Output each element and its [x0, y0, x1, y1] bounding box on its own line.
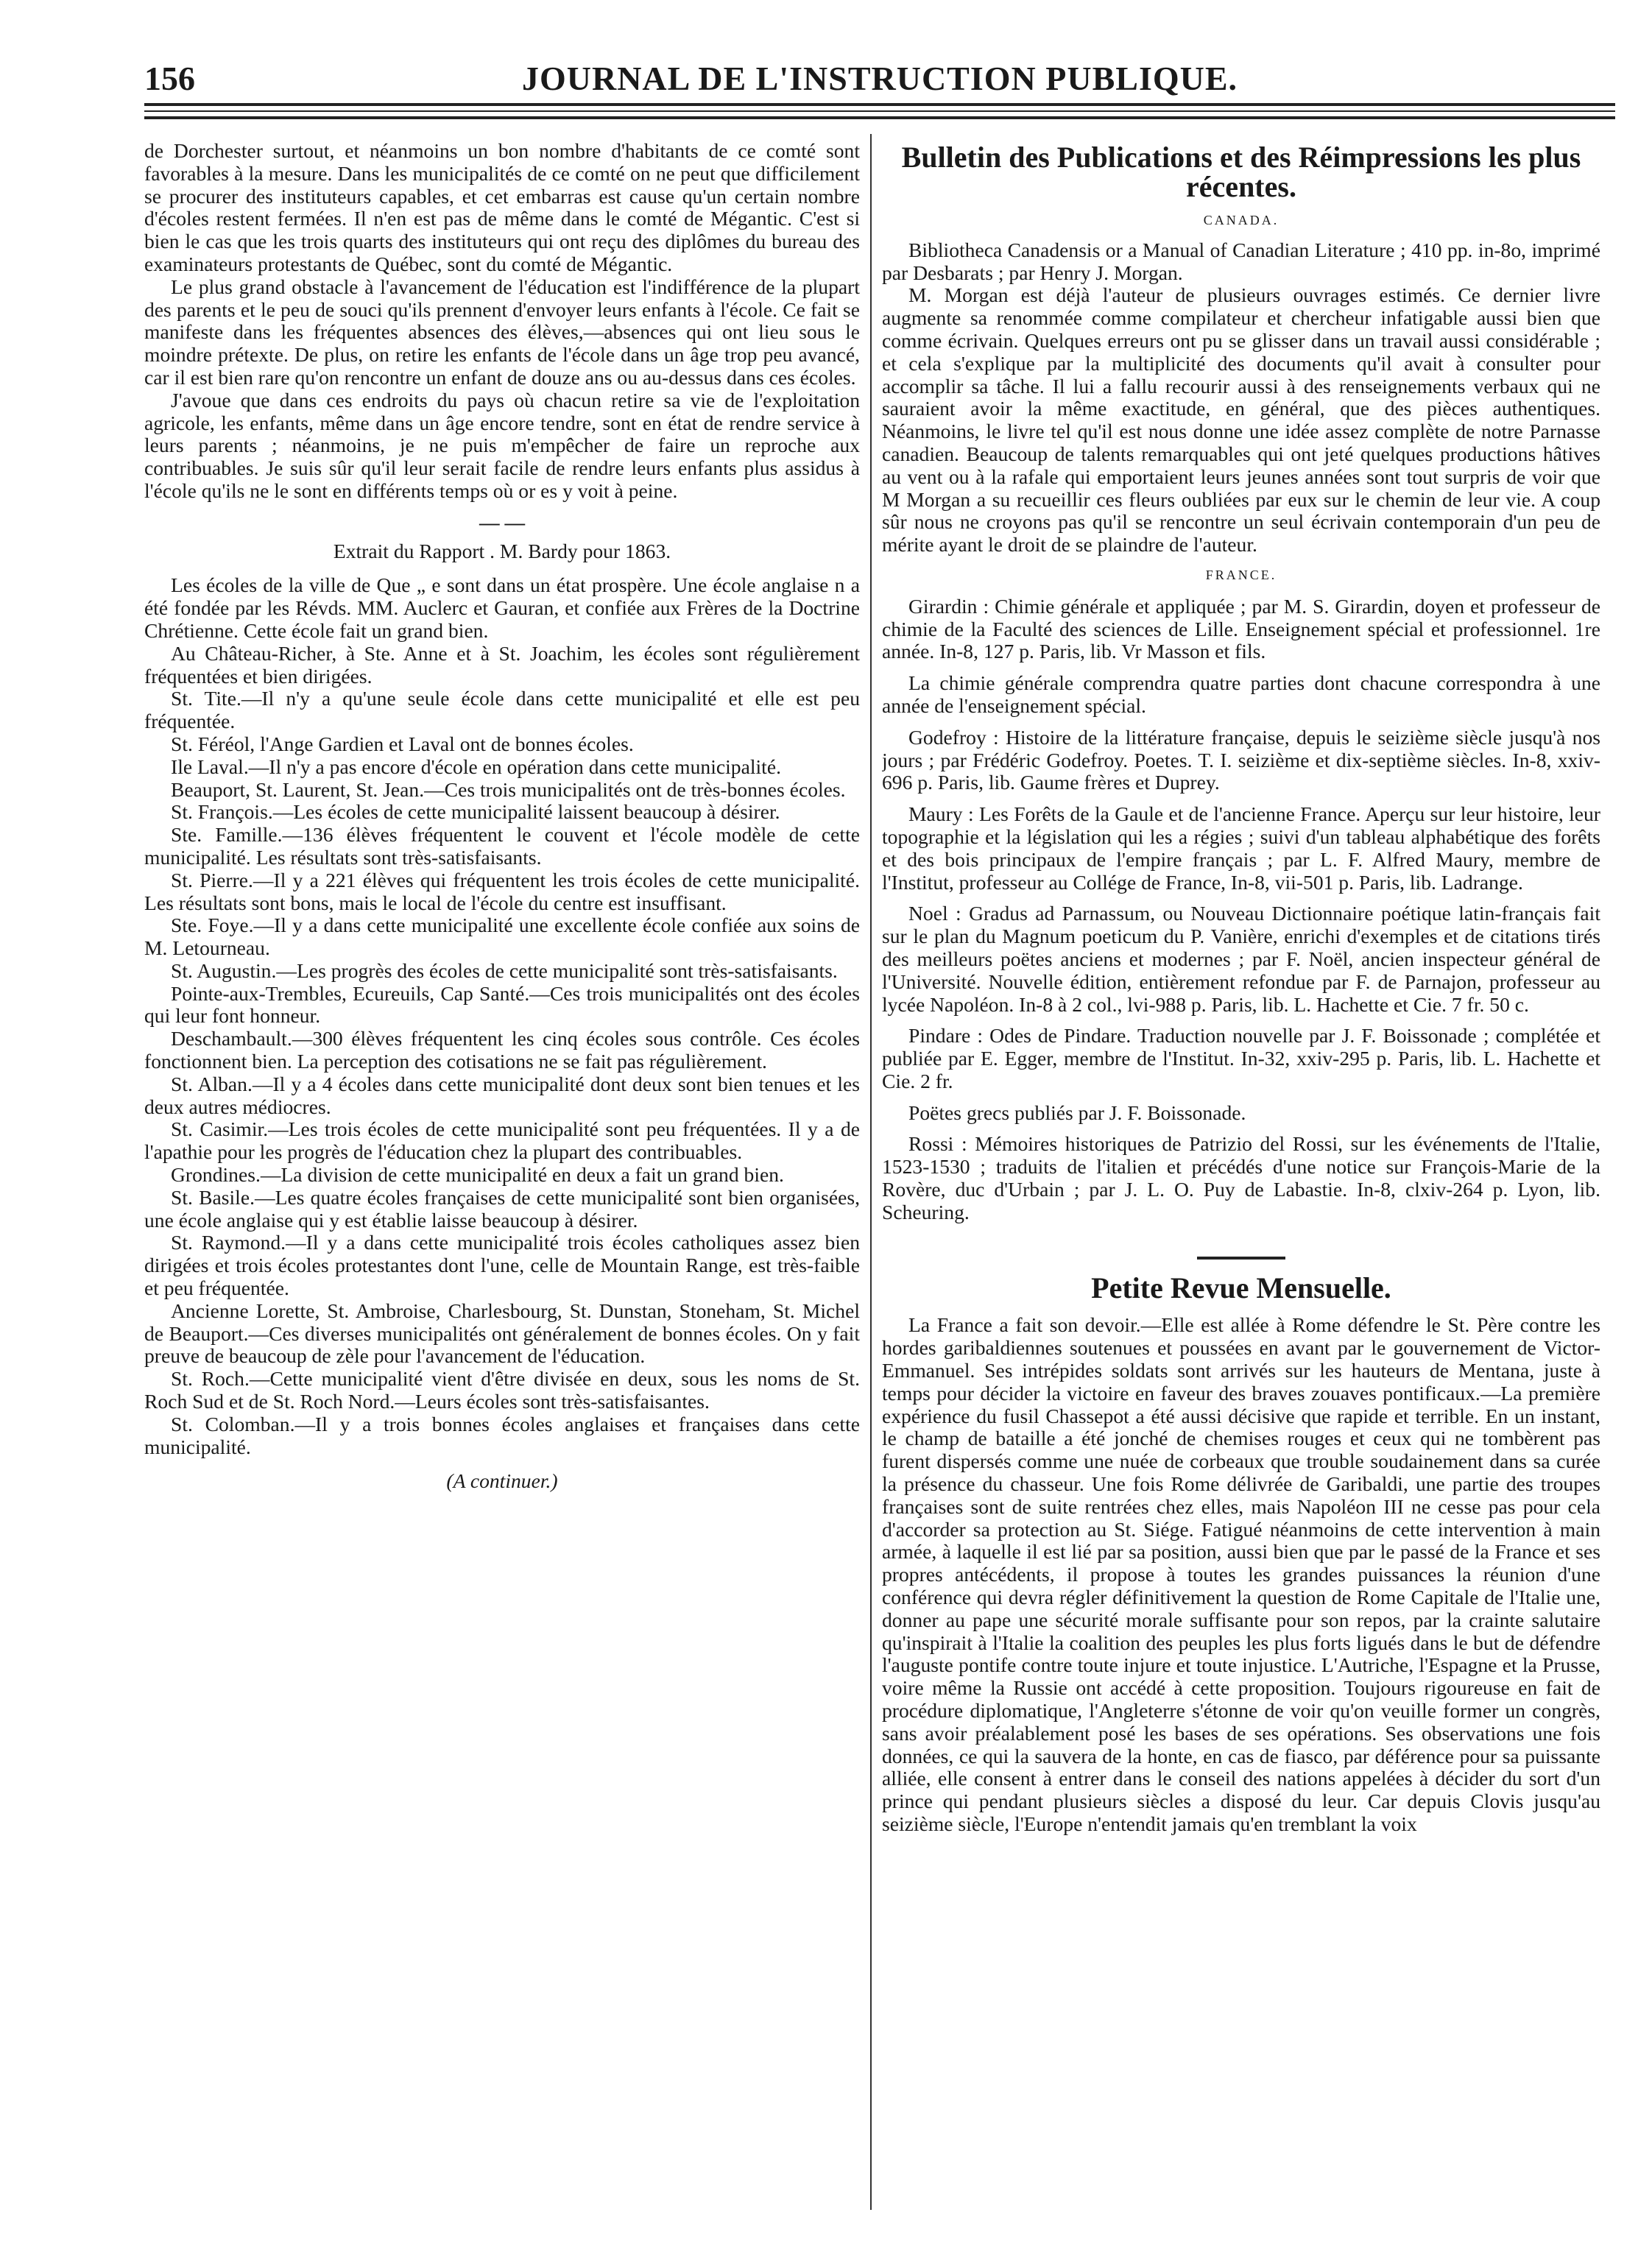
bibliography-entry: Girardin : Chimie générale et appliquée ; par M. S. Girardin, doyen et professeur de chimie de la Faculté des sciences de Lille. Enseignement spécial et professionnel. 1re année. In-8, 127 p. Paris, lib. Vr Masson et fils. — [882, 594, 1600, 663]
column-divider — [870, 134, 872, 2210]
country-label-france: FRANCE. — [1205, 567, 1277, 582]
report-heading: Extrait du Rapport . M. Bardy pour 1863. — [333, 539, 671, 562]
report-paragraph: St. Casimir.—Les trois écoles de cette municipalité sont peu fréquentées. Il y a de l'apathie pour les progrès de l'éducation chez la plupart des contribuables. — [144, 1117, 860, 1164]
running-title: JOURNAL DE L'INSTRUCTION PUBLIQUE. — [521, 60, 1238, 97]
article-paragraph: J'avoue que dans ces endroits du pays où chacun retire sa vie de l'exploitation agricole, les enfants, même dans un âge encore tendre, sont en état de rendre service à leurs parents ; néanmoins, je ne puis m'empêcher de faire un reproche aux contribuables. Je suis sûr qu'il leur serait facile de rendre leurs enfants plus assidus à l'école qu'ils ne le sont en différents temps où or es y voit à peine. — [144, 388, 860, 502]
article-paragraph: de Dorchester surtout, et néanmoins un bon nombre d'habitants de ce comté sont favorables à la mesure. Dans les municipalités de ce comté on ne peut que difficilement se procurer des instituteurs capables, et cet embarras est cause qu'un certain nombre d'écoles restent fermées. Il n'en est pas de même dans le comté de Mégantic. C'est si bien le cas que les trois quarts des instituteurs qui ont reçu des diplômes du bureau des examinateurs protestants de Québec, sont du comté de Mégantic. — [144, 140, 860, 275]
report-paragraph: Au Château-Richer, à Ste. Anne et à St. Joachim, les écoles sont régulièrement fréquentées et bien dirigées. — [144, 641, 860, 688]
report-paragraph: St. Féréol, l'Ange Gardien et Laval ont de bonnes écoles. — [171, 732, 634, 755]
report-paragraph: Ancienne Lorette, St. Ambroise, Charlesbourg, St. Dunstan, Stoneham, St. Michel de Beauport.—Ces diverses municipalités ont généralement de bonnes écoles. On y fait preuve de beaucoup de zèle pour l'avancement de l'éducation. — [144, 1299, 860, 1368]
report-paragraph: St. François.—Les écoles de cette municipalité laissent beaucoup à désirer. — [171, 800, 780, 824]
bibliography-entry: M. Morgan est déjà l'auteur de plusieurs ouvrages estimés. Ce dernier livre augmente sa renommée comme compilateur et chercheur infatigable aussi bien que comme écrivain. Quelques erreurs ont pu se glisser dans un travail aussi considérable ; et cela s'explique par la multiplicité des documents qu'il avait à consulter pour accomplir sa tâche. Il lui a fallu recourir aussi à des renseignements verbaux qui ne sauraient avoir la même exactitude, en général, que des pièces authentiques. Néanmoins, le livre tel qu'il est nous donne une idée assez complète de notre Parnasse canadien. Beaucoup de talents remarquables qui ont jeté quelques productions hâtives au vent ou à la rafale qui emportaient leurs jeunes années sont tout surpris de voir que M Morgan a su recueillir ces fleurs oubliées par eux sur le chemin de leur vie. A coup sûr nous ne croyons pas qu'il se rencontre un seul écrivain contemporain d'un peu de mérite ayant le droit de se plaindre de l'auteur. — [882, 283, 1600, 557]
report-paragraph: Grondines.—La division de cette municipalité en deux a fait un grand bien. — [171, 1163, 784, 1187]
report-paragraph: St. Alban.—Il y a 4 écoles dans cette municipalité dont deux sont bien tenues et les deux autres médiocres. — [144, 1072, 860, 1118]
bibliography-entry: Maury : Les Forêts de la Gaule et de l'ancienne France. Aperçu sur leur histoire, leur topographie et la législation qui les a régies ; suivi d'un tableau alphabétique des forêts et des bois principaux de l'empire français ; par L. F. Alfred Maury, membre de l'Institut, professeur au Collége de France, In-8, vii-501 p. Paris, lib. Ladrange. — [882, 802, 1600, 894]
bulletin-title: Bulletin des Publications et des Réimpressions les plus récentes. — [901, 141, 1581, 203]
header-rule-top — [144, 103, 1615, 106]
bibliography-entry: Pindare : Odes de Pindare. Traduction nouvelle par J. F. Boissonade ; complétée et publiée par E. Egger, membre de l'Institut. In-32, xxiv-295 p. Paris, lib. L. Hachette et Cie. 2 fr. — [882, 1024, 1600, 1092]
petite-revue-text: La France a fait son devoir.—Elle est allée à Rome défendre le St. Père contre les hordes garibaldiennes soutenues et poussées en avant par le gouvernement de Victor-Emmanuel. Ses intrépides soldats sont arrivés sur les hauteurs de Mentana, juste à temps pour décider la victoire en faveur des braves zouaves pontificaux.—La première expérience du fusil Chassepot a été aussi décisive que rapide et terrible. En un instant, le champ de bataille a été jonché de chemises rouges et ceux qui ne tombèrent pas furent dispersés comme une nuée de corbeaux que trouble soudainement dans sa curée la présence du chasseur. Une fois Rome délivrée de Garibaldi, une partie des troupes françaises sont de suite rentrées chez elles, mais Napoléon III ne cesse pas pour cela d'accorder sa protection au St. Siége. Fatigué néanmoins de cette intervention à main armée, à laquelle il est lié par sa position, aussi bien que par le passé de la France et ses propres antécédents, il propose à toutes les grandes puissances la réunion d'une conférence qui devra régler définitivement la question de Rome Capitale de l'Italie une, donner au pape une sécurité morale suffisante pour son repos, par la crainte salutaire qu'inspirait à l'Italie la coalition des peuples les plus forts ligués dans le but de défendre l'auguste pontife contre toute injure et toute injustice. L'Autriche, l'Espagne et la Prusse, voire même la Russie ont accédé à cette proposition. Toujours rigoureuse en fait de procédure diplomatique, l'Angleterre s'étonne de voir qu'on veuille former un congrès, sans avoir préalablement posé les bases de ses opérations. Ses observations une fois données, ce qui la sauvera de la honte, en cas de fiasco, par déférence pour sa puissante alliée, elle consent à entrer dans le conseil des nations appelées à décider du sort d'un prince qui pendant plusieurs siècles a disposé du leur. Car depuis Clovis jusqu'au seizième siècle, l'Europe n'entendit jamais qu'en tremblant la voix — [882, 1313, 1600, 1835]
bibliography-entry: Rossi : Mémoires historiques de Patrizio del Rossi, sur les événements de l'Italie, 1523-1530 ; traduits de l'italien et précédés d'une notice sur François-Marie de la Rovère, duc d'Urbain ; par J. L. O. Puy de Labastie. In-8, clxiv-264 p. Lyon, lib. Scheuring. — [882, 1132, 1600, 1223]
page-number: 156 — [144, 60, 195, 97]
header-rule-middle — [144, 110, 1615, 112]
left-column — [144, 140, 860, 2208]
header-rule-bottom — [144, 116, 1615, 119]
section-rule — [1197, 1257, 1285, 1260]
report-paragraph: Beauport, St. Laurent, St. Jean.—Ces trois municipalités ont de très-bonnes écoles. — [171, 777, 846, 801]
report-paragraph: Ste. Famille.—136 élèves fréquentent le couvent et l'école modèle de cette municipalité. Les résultats sont très-satisfaisants. — [144, 823, 860, 869]
bibliography-entry: Noel : Gradus ad Parnassum, ou Nouveau Dictionnaire poétique latin-français fait sur le plan du Magnum poeticum du P. Vanière, enrichi d'exemples et de citations tirés des meilleurs poëtes anciens et modernes ; par F. Noël, ancien inspecteur général de l'Université. Nouvelle édition, entièrement refondue par F. de Parnajon, professeur au lycée Napoléon. In-8 à 2 col., lvi-988 p. Paris, lib. L. Hachette et Cie. 7 fr. 50 c. — [882, 902, 1600, 1016]
right-column — [882, 140, 1600, 2208]
report-paragraph: St. Colomban.—Il y a trois bonnes écoles anglaises et françaises dans cette municipalité. — [144, 1412, 860, 1458]
petite-revue-title: Petite Revue Mensuelle. — [1091, 1271, 1391, 1304]
bibliography-entry: Godefroy : Histoire de la littérature française, depuis le seizième siècle jusqu'à nos jours ; par Frédéric Godefroy. Poetes. T. I. seizième et dix-septième siècles. In-8, xxiv-696 p. Paris, lib. Gaume frères et Duprey. — [882, 725, 1600, 794]
bibliography-entry: Bibliotheca Canadensis or a Manual of Canadian Literature ; 410 pp. in-8o, imprimé par Desbarats ; par Henry J. Morgan. — [882, 238, 1600, 284]
article-paragraph: Le plus grand obstacle à l'avancement de l'éducation est l'indifférence de la plupart des parents et le peu de souci qu'ils prennent d'envoyer leurs enfants à l'école. Ce fait se manifeste dans les fréquentes absences des élèves,—absences qui ont lieu sous le moindre prétexte. De plus, on retire les enfants de l'école dans un âge trop peu avancé, car il est bien rare qu'on rencontre un enfant de douze ans ou au-dessus dans ces écoles. — [144, 275, 860, 389]
page-header — [144, 44, 1615, 110]
report-paragraph: Pointe-aux-Trembles, Ecureuils, Cap Santé.—Ces trois municipalités ont des écoles qui leur font honneur. — [144, 981, 860, 1028]
section-separator: — — — [479, 510, 526, 534]
report-paragraph: St. Pierre.—Il y a 221 élèves qui fréquentent les trois écoles de cette municipalité. Les résultats sont bons, mais le local de l'école du centre est insuffisant. — [144, 868, 860, 914]
country-label-canada: CANADA. — [1203, 213, 1279, 227]
report-paragraph: Deschambault.—300 élèves fréquentent les cinq écoles sous contrôle. Ces écoles fonctionnent bien. La perception des cotisations ne se fait pas régulièrement. — [144, 1027, 860, 1073]
report-paragraph: St. Augustin.—Les progrès des écoles de cette municipalité sont très-satisfaisants. — [171, 958, 838, 982]
bibliography-entry: Poëtes grecs publiés par J. F. Boissonade. — [908, 1101, 1246, 1124]
report-paragraph: St. Raymond.—Il y a dans cette municipalité trois écoles catholiques assez bien dirigées et trois écoles protestantes dont l'une, celle de Mountain Range, est très-faible et peu fréquentée. — [144, 1231, 860, 1300]
bibliography-entry: La chimie générale comprendra quatre parties dont chacune correspondra à une année de l'enseignement spécial. — [882, 671, 1600, 717]
report-paragraph: St. Tite.—Il n'y a qu'une seule école dans cette municipalité et elle est peu fréquentée. — [144, 687, 860, 733]
report-paragraph: St. Roch.—Cette municipalité vient d'être divisée en deux, sous les noms de St. Roch Sud et de St. Roch Nord.—Leurs écoles sont très-satisfaisantes. — [144, 1367, 860, 1413]
report-paragraph: Ile Laval.—Il n'y a pas encore d'école en opération dans cette municipalité. — [171, 755, 781, 778]
report-paragraph: St. Basile.—Les quatre écoles françaises de cette municipalité sont bien organisées, une école anglaise qui y est établie laisse beaucoup à désirer. — [144, 1185, 860, 1232]
report-paragraph: Ste. Foye.—Il y a dans cette municipalité une excellente école confiée aux soins de M. Letourneau. — [144, 914, 860, 960]
report-paragraph: Les écoles de la ville de Que „ e sont dans un état prospère. Une école anglaise n a été fondée par les Révds. MM. Auclerc et Gauran, et confiée aux Frères de la Doctrine Chrétienne. Cette école fait un grand bien. — [144, 573, 860, 642]
continuation-note: (A continuer.) — [446, 1469, 558, 1493]
